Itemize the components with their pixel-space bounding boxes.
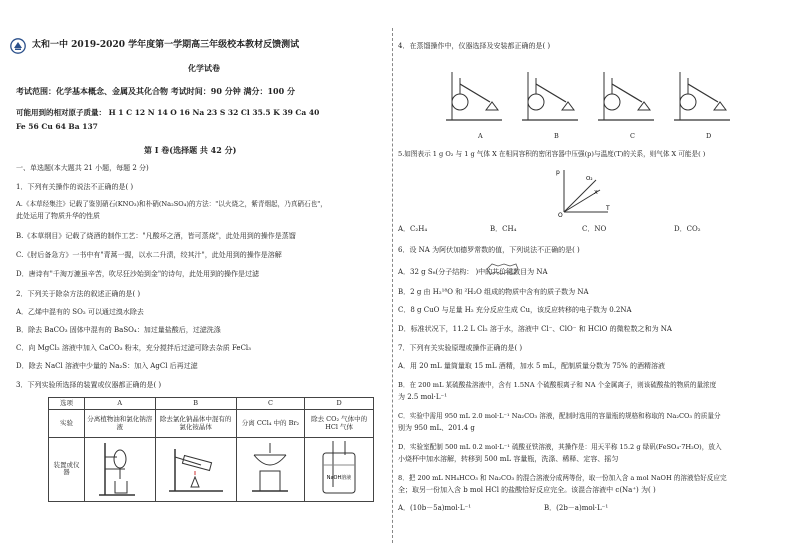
q7-option-d: D．实验室配制 500 mL 0.2 mol·L⁻¹ 硫酸亚铁溶液，其操作是：用天平称 15.2 g 绿矾(FeSO₄·7H₂O)，放入 (398, 443, 722, 451)
q3-cell: A (84, 398, 155, 410)
atomic-mass-line-1: 可能用到的相对原子质量： H 1 C 12 N 14 O 16 Na 23 S 32 Cl 35.5 K 39 Ca 40 (16, 108, 320, 117)
q4-stem: 4．在蒸馏操作中，仪器选择及安装都正确的是( ) (398, 42, 551, 50)
q5-option-c: C．NO (582, 225, 607, 233)
q2-option-d: D．除去 NaCl 溶液中少量的 Na₂S：加入 AgCl 后再过滤 (16, 362, 198, 370)
left-column (16, 0, 388, 550)
q8-option-a: A．(10b－5a)mol·L⁻¹ (398, 504, 471, 512)
q7-option-c: C．实验中需用 950 mL 2.0 mol·L⁻¹ Na₂CO₃ 溶液，配制时选用的容量瓶的规格和称取的 Na₂CO₃ 的质量分 (398, 412, 721, 420)
q7-option-a: A．用 20 mL 量筒量取 15 mL 酒精，加水 5 mL，配制质量分数为 75% 的酒精溶液 (398, 362, 665, 370)
q5-option-a: A．C₂H₄ (398, 225, 428, 233)
q7-option-d-cont: 小烧杯中加水溶解，转移到 500 mL 容量瓶，洗涤、稀释、定容、摇匀 (398, 455, 619, 463)
q3-device-b (155, 438, 236, 502)
graph-origin: O (558, 212, 563, 218)
q3-cell: 装置或仪器 (49, 438, 85, 502)
q3-cell: 除去 CO₂ 气体中的 HCl 气体 (305, 410, 374, 438)
q4-label-c: C (630, 132, 635, 140)
q7-option-b-cont: 为 2.5 mol·L⁻¹ (398, 393, 448, 401)
q3-cell: 分离植物油和氯化钠溶液 (84, 410, 155, 438)
column-divider (392, 28, 393, 543)
exam-subtitle: 化学试卷 (188, 63, 220, 73)
q2-option-a: A．乙烯中混有的 SO₂ 可以通过溴水除去 (16, 308, 144, 316)
q5-option-d: D．CO₂ (674, 225, 701, 233)
distillation-apparatus-icon (522, 72, 578, 120)
q3-device-a (84, 438, 155, 502)
q3-cell: 分离 CCl₄ 中的 Br₂ (236, 410, 305, 438)
q7-stem: 7．下列有关实验原理或操作正确的是( ) (398, 344, 523, 352)
right-column (398, 0, 778, 550)
q1-option-b: B.《本草纲目》记载了烧酒的制作工艺："凡酸坏之酒，皆可蒸烧"，此处用到的操作是蒸馏 (16, 232, 296, 240)
q7-option-b: B．在 200 mL 某硫酸盐溶液中，含有 1.5NA 个硫酸根离子和 NA 个金属离子，则该硫酸盐的物质的量浓度 (398, 381, 717, 389)
q8-stem: 8．把 200 mL NH₄HCO₃ 和 Na₂CO₃ 的混合溶液分成两等份，取一份加入含 a mol NaOH 的溶液恰好反应完 (398, 474, 727, 482)
graph-ylabel: p (556, 169, 560, 176)
distillation-apparatus-figure (442, 62, 742, 132)
q7-option-c-cont: 别为 950 mL、201.4 g (398, 424, 475, 432)
s8-ring-structure-icon (484, 262, 520, 276)
q4-label-a: A (478, 132, 483, 140)
evaporating-dish-icon (242, 439, 298, 497)
q3-table (48, 397, 374, 502)
q6-stem: 6．设 NA 为阿伏加德罗常数的值，下列说法不正确的是( ) (398, 246, 580, 254)
q3-cell: B (155, 398, 236, 410)
q5-pressure-temperature-graph (556, 166, 612, 218)
q5-option-b: B．CH₄ (490, 225, 517, 233)
q5-stem: 5.如图表示 1 g O₂ 与 1 g 气体 X 在相同容积的密闭容器中压强(p)与温度(T)的关系，则气体 X 可能是( ) (398, 150, 706, 158)
q8-option-b: B．(2b－a)mol·L⁻¹ (544, 504, 609, 512)
atomic-mass-line-2: Fe 56 Cu 64 Ba 137 (16, 122, 98, 131)
q3-cell: 选项 (49, 398, 85, 410)
graph-series-o2: O₂ (586, 176, 593, 182)
q3-cell: C (236, 398, 305, 410)
naoh-label: NaOH溶液 (326, 475, 352, 481)
distillation-apparatus-icon (598, 72, 654, 120)
q3-stem: 3．下列实验所选择的装置或仪器都正确的是( ) (16, 381, 162, 389)
q3-device-c (236, 438, 305, 502)
section-note: 一、单选题(本大题共 21 小题，每题 2 分) (16, 164, 149, 172)
q4-label-d: D (706, 132, 712, 140)
q1-option-c: C.《肘后备急方》一书中有"青蒿一握，以水二升渍，绞其汁"，此处用到的操作是溶解 (16, 251, 282, 259)
q2-option-b: B．除去 BaCO₃ 固体中混有的 BaSO₄：加过量盐酸后，过滤洗涤 (16, 326, 221, 334)
exam-title: 太和一中 2019-2020 学年度第一学期高三年级校本教材反馈测试 (32, 40, 300, 50)
q3-cell: 除去氯化钠晶体中混有的氯化铵晶体 (155, 410, 236, 438)
distillation-apparatus-icon (446, 72, 502, 120)
q2-stem: 2．下列关于除杂方法的叙述正确的是( ) (16, 290, 141, 298)
q4-label-b: B (554, 132, 559, 140)
section-title: 第 I 卷(选择题 共 42 分) (144, 145, 237, 155)
q6-option-c: C．8 g CuO 与足量 H₂ 充分反应生成 Cu，该反应转移的电子数为 0.2NA (398, 306, 632, 314)
q6-option-a: A．32 g S₈(分子结构： )中的共价键数目为 NA (398, 268, 548, 276)
q1-option-a: A.《本草经集注》记载了鉴别硝石(KNO₃)和朴硝(Na₂SO₄)的方法："以火烧之，紫青烟起，乃真硝石也"， (16, 200, 327, 208)
q6-option-b: B．2 g 由 H₂¹⁸O 和 ²H₂O 组成的物质中含有的质子数为 NA (398, 288, 589, 296)
heating-tube-icon (161, 439, 231, 497)
q1-option-d: D．唐诗有"千淘万漉虽辛苦，吹尽狂沙始到金"的诗句，此处用到的操作是过滤 (16, 270, 260, 278)
distillation-apparatus-icon (674, 72, 730, 120)
q3-cell: D (305, 398, 374, 410)
q3-cell: 实验 (49, 410, 85, 438)
q2-option-c: C．向 MgCl₂ 溶液中加入 CaCO₃ 粉末，充分搅拌后过滤可除去杂质 FeCl₃ (16, 344, 251, 352)
q1-stem: 1．下列有关操作的说法不正确的是( ) (16, 183, 134, 191)
graph-series-x: X (594, 190, 598, 196)
q1-option-a-cont: 此处运用了物质升华的性质 (16, 212, 100, 220)
q8-stem-cont: 全；取另一份加入含 b mol HCl 的盐酸恰好反应完全。该混合溶液中 c(Na⁺) 为( ) (398, 486, 656, 494)
exam-info: 考试范围：化学基本概念、金属及其化合物 考试时间：90 分钟 满分：100 分 (16, 86, 295, 96)
q3-device-d (305, 438, 374, 502)
q6-option-d: D．标准状况下，11.2 L Cl₂ 溶于水，溶液中 Cl⁻、ClO⁻ 和 HClO 的微粒数之和为 NA (398, 325, 672, 333)
separatory-funnel-icon (95, 439, 145, 497)
graph-xlabel: T (606, 205, 610, 212)
gas-washing-bottle-icon (311, 439, 367, 497)
